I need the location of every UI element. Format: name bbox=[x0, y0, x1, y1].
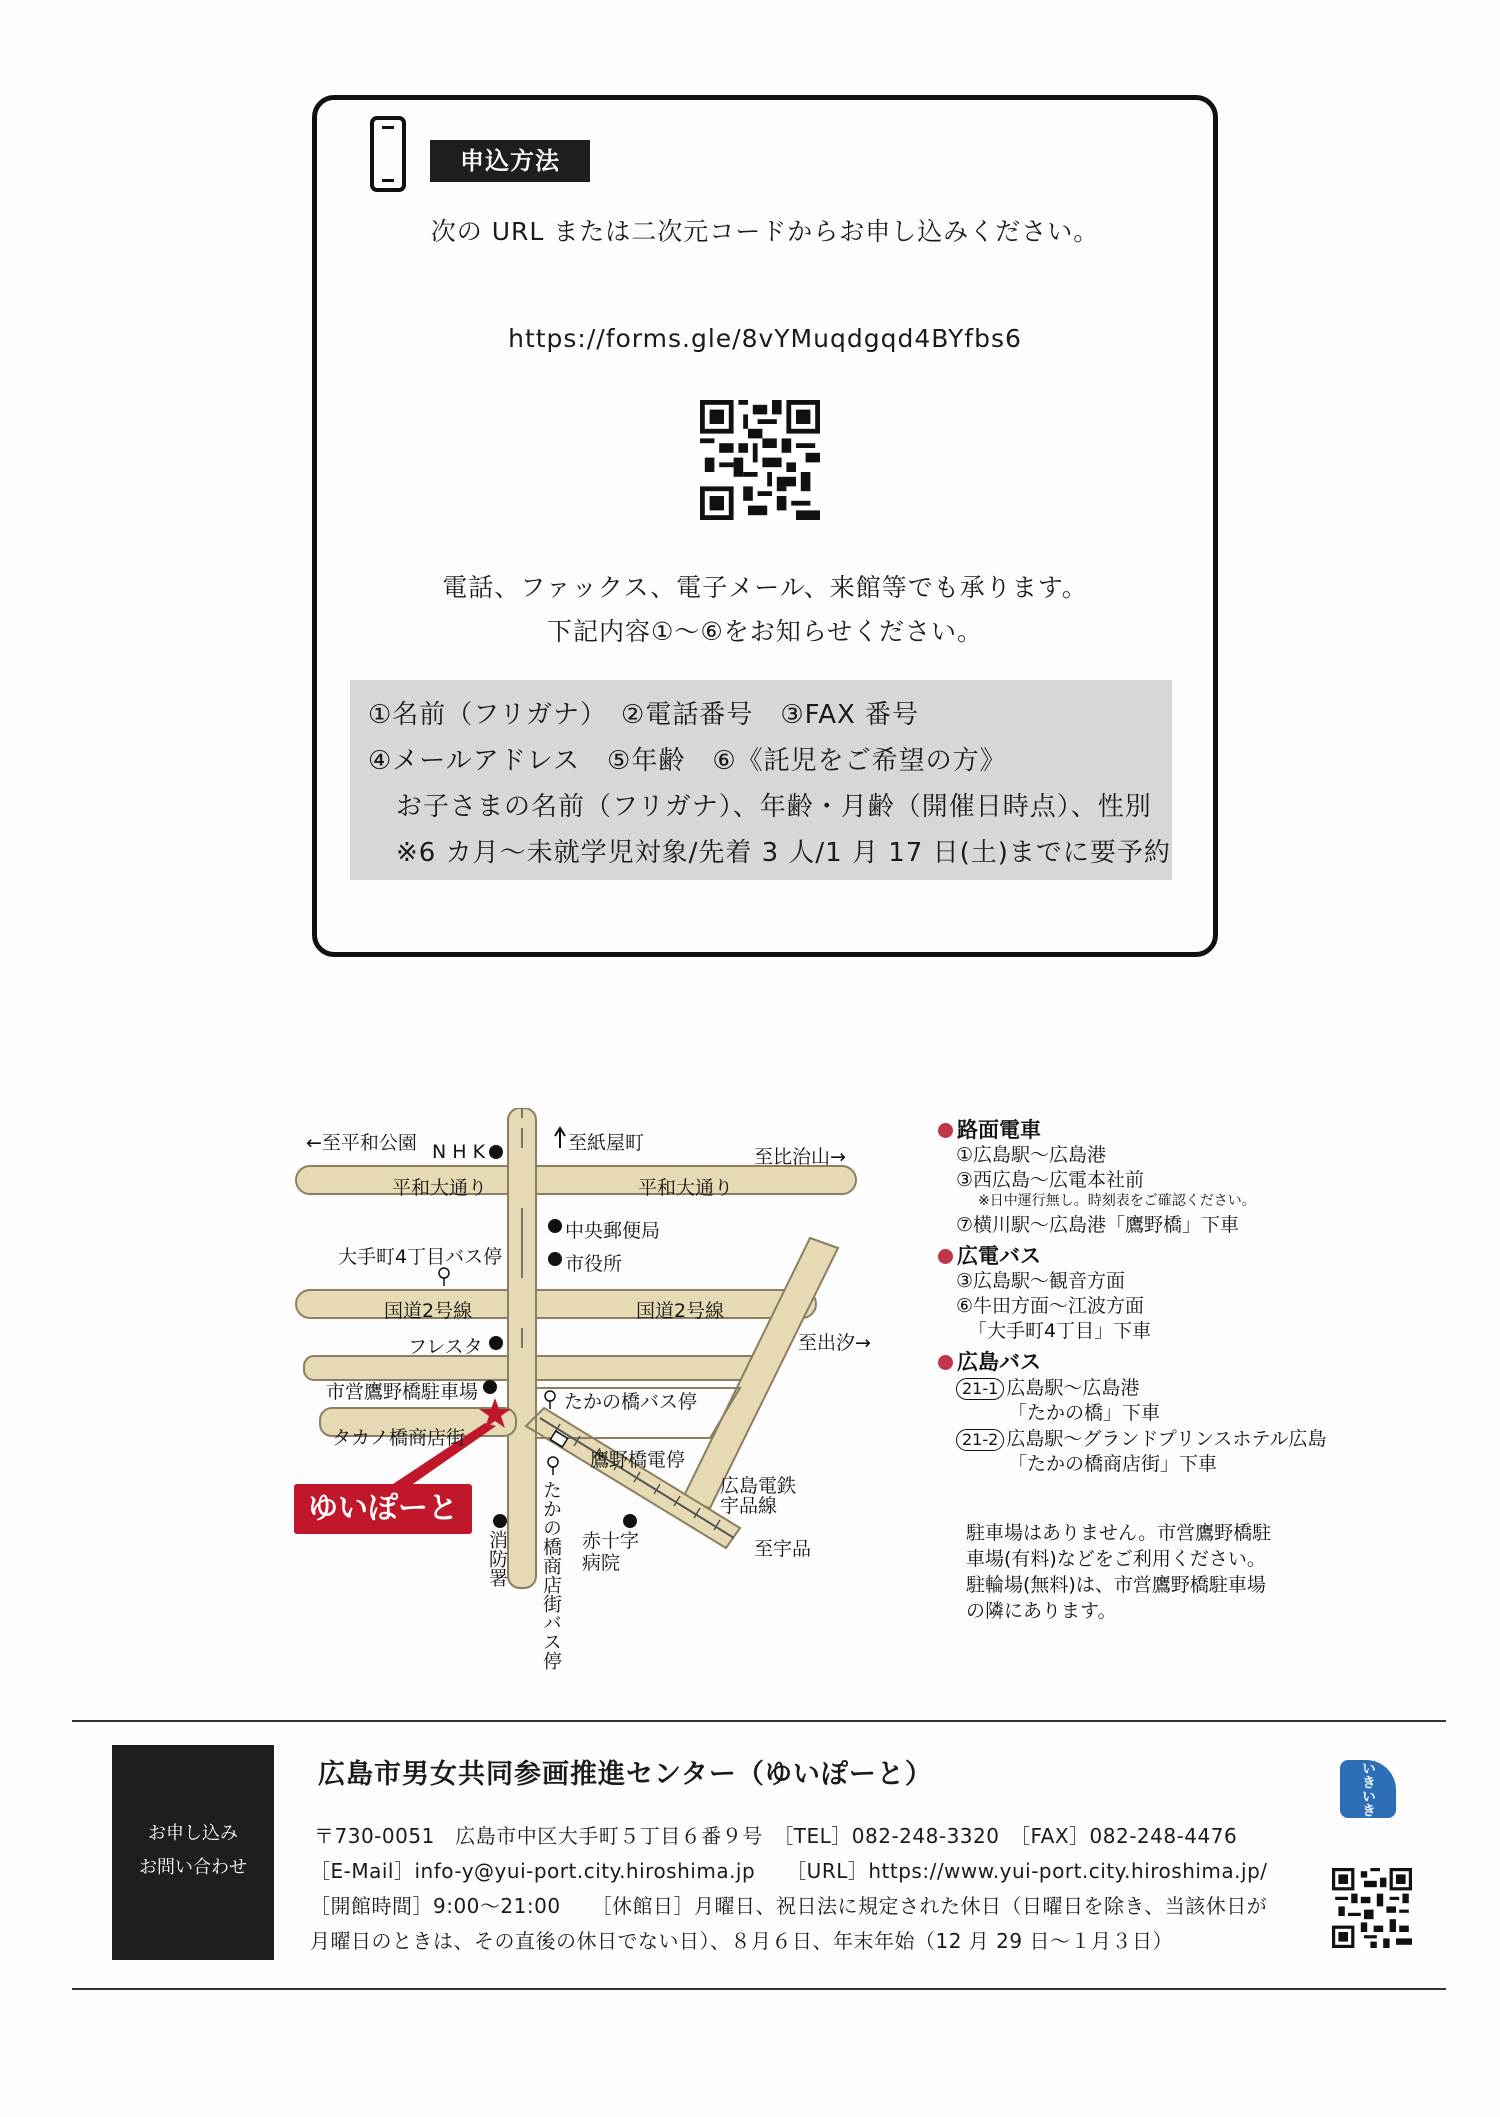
smartphone-icon bbox=[370, 116, 406, 192]
footer-bottom-divider bbox=[72, 1988, 1446, 1990]
bus-stop-shotengai-icon bbox=[548, 1457, 558, 1467]
fire-station-dot bbox=[493, 1514, 507, 1528]
qr-code-icon[interactable] bbox=[700, 400, 820, 520]
road-route-2 bbox=[296, 1290, 816, 1318]
footer-qr-code-icon[interactable] bbox=[1332, 1868, 1412, 1948]
post-office-dot bbox=[548, 1219, 562, 1233]
route2-left-label: 国道2号線 bbox=[384, 1300, 473, 1322]
hiroden-line-label: 広島電鉄 宇品線 bbox=[720, 1475, 797, 1517]
post-office-label: 中央郵便局 bbox=[565, 1220, 661, 1242]
contact-label-2: お問い合わせ bbox=[139, 1857, 247, 1878]
hiroden-bus-stop: 「大手町4丁目」下車 bbox=[968, 1320, 1152, 1342]
tram-route: ⑦横川駅～広島港「鷹野橋」下車 bbox=[956, 1214, 1240, 1236]
hiroden-bus-route: ⑥牛田方面～江波方面 bbox=[956, 1295, 1145, 1317]
red-cross-label: 赤十字 病院 bbox=[582, 1530, 640, 1574]
email-url-line[interactable]: ［E-Mail］info-y@yui-port.city.hiroshima.jp ［URL］https://www.yui-port.city.hiroshima.jp/ bbox=[310, 1859, 1268, 1883]
nhk-dot bbox=[489, 1145, 503, 1159]
application-url[interactable]: https://forms.gle/8vYMuqdgqd4BYfbs6 bbox=[508, 324, 1022, 353]
yui-port-badge: ゆいぽーと bbox=[294, 1484, 472, 1534]
contact-label-1: お申し込み bbox=[148, 1823, 238, 1844]
contact-box bbox=[112, 1745, 274, 1960]
otemachi-bus-stop-label: 大手町4丁目バス停 bbox=[338, 1246, 503, 1268]
bullet-icon bbox=[938, 1355, 953, 1370]
tram-route: ③西広島～広電本社前 bbox=[956, 1169, 1145, 1191]
parking-note: 駐輪場(無料)は、市営鷹野橋駐車場 bbox=[966, 1574, 1266, 1596]
tram-route: ①広島駅～広島港 bbox=[956, 1144, 1107, 1166]
red-cross-dot bbox=[623, 1514, 637, 1528]
heiwa-odori-left-label: 平和大通り bbox=[392, 1177, 488, 1199]
city-hall-label: 市役所 bbox=[565, 1253, 623, 1275]
bullet-icon bbox=[938, 1249, 953, 1264]
bus-21-2-route: 21-2 広島駅～グランドプリンスホテル広島 bbox=[956, 1424, 1326, 1451]
to-kamiyacho-label: 至紙屋町 bbox=[568, 1132, 645, 1154]
ikiiki-logo: いきいき bbox=[1340, 1760, 1396, 1818]
takanobashi-tram-stop-label: 鷹野橋電停 bbox=[590, 1449, 686, 1471]
nhk-label: N H K bbox=[432, 1141, 486, 1163]
route2-right-label: 国道2号線 bbox=[636, 1300, 725, 1322]
to-heiwa-park-label: ←至平和公園 bbox=[306, 1132, 417, 1154]
hiroshima-bus-heading: 広島バス bbox=[938, 1346, 1041, 1376]
closed-days-line: 月曜日のときは、その直後の休日でない日）、８月６日、年末年始（12 月 29 日～１月３日） bbox=[310, 1929, 1173, 1953]
hours-line: ［開館時間］9:00～21:00 ［休館日］月曜日、祝日法に規定された休日（日曜日を除き、当該休日が bbox=[310, 1894, 1268, 1918]
fire-station-label: 消防署 bbox=[486, 1530, 508, 1587]
city-hall-dot bbox=[548, 1252, 562, 1266]
required-info-line: ④メールアドレス ⑤年齢 ⑥《託児をご希望の方》 bbox=[368, 746, 1007, 776]
bus-21-1-stop: 「たかの橋」下車 bbox=[1008, 1402, 1161, 1424]
bus-stop-otemachi-icon bbox=[439, 1268, 449, 1278]
parking-note: の隣にあります。 bbox=[966, 1600, 1117, 1622]
hiroden-bus-route: ③広島駅～観音方面 bbox=[956, 1270, 1126, 1292]
tram-heading: 路面電車 bbox=[938, 1114, 1041, 1144]
fresta-label: フレスタ bbox=[408, 1336, 483, 1358]
bus-21-1-route: 21-1 広島駅～広島港 bbox=[956, 1373, 1139, 1400]
shopping-street-label: タカノ橋商店街 bbox=[332, 1427, 466, 1449]
required-info-line: ①名前（フリガナ） ②電話番号 ③FAX 番号 bbox=[368, 700, 920, 730]
bullet-icon bbox=[938, 1123, 953, 1138]
takanobashi-bus-stop-label: たかの橋バス停 bbox=[564, 1391, 698, 1413]
parking-note: 車場(有料)などをご利用ください。 bbox=[966, 1548, 1266, 1570]
bus-stop-takanobashi-icon bbox=[545, 1391, 555, 1401]
heiwa-odori-right-label: 平和大通り bbox=[638, 1177, 734, 1199]
shotengai-bus-stop-label: たかの橋商店街バス停 bbox=[540, 1480, 562, 1670]
other-methods-line-1: 電話、ファックス、電子メール、来館等でも承ります。 bbox=[442, 573, 1088, 602]
required-info-line: お子さまの名前（フリガナ）、年齢・月齢（開催日時点）、性別 bbox=[396, 792, 1152, 822]
fresta-dot bbox=[489, 1336, 503, 1350]
to-deshio-label: 至出汐→ bbox=[798, 1332, 871, 1354]
required-info-line: ※6 カ月～未就学児対象/先着 3 人/1 月 17 日(土)までに要予約 bbox=[396, 838, 1171, 868]
hiroden-bus-heading: 広電バス bbox=[938, 1240, 1041, 1270]
road-heiwa-odori bbox=[296, 1166, 856, 1194]
application-instruction: 次の URL または二次元コードからお申し込みください。 bbox=[430, 217, 1100, 246]
tram-note: ※日中運行無し。時刻表をご確認ください。 bbox=[978, 1193, 1256, 1209]
organization-name: 広島市男女共同参画推進センター（ゆいぽーと） bbox=[318, 1759, 933, 1790]
footer-top-divider bbox=[72, 1720, 1446, 1722]
parking-note: 駐車場はありません。市営鷹野橋駐 bbox=[966, 1522, 1272, 1544]
other-methods-line-2: 下記内容①～⑥をお知らせください。 bbox=[546, 617, 984, 646]
parking-label: 市営鷹野橋駐車場 bbox=[326, 1381, 479, 1403]
application-method-badge: 申込方法 bbox=[430, 140, 590, 182]
parking-dot bbox=[483, 1380, 497, 1394]
bus-21-2-stop: 「たかの橋商店街」下車 bbox=[1008, 1453, 1218, 1475]
to-ujina-label: 至宇品 bbox=[754, 1538, 812, 1560]
address-line: 〒730-0051 広島市中区大手町５丁目６番９号 ［TEL］082-248-3320 ［FAX］082-248-4476 bbox=[314, 1824, 1238, 1848]
to-hijiyama-label: 至比治山→ bbox=[754, 1146, 846, 1168]
